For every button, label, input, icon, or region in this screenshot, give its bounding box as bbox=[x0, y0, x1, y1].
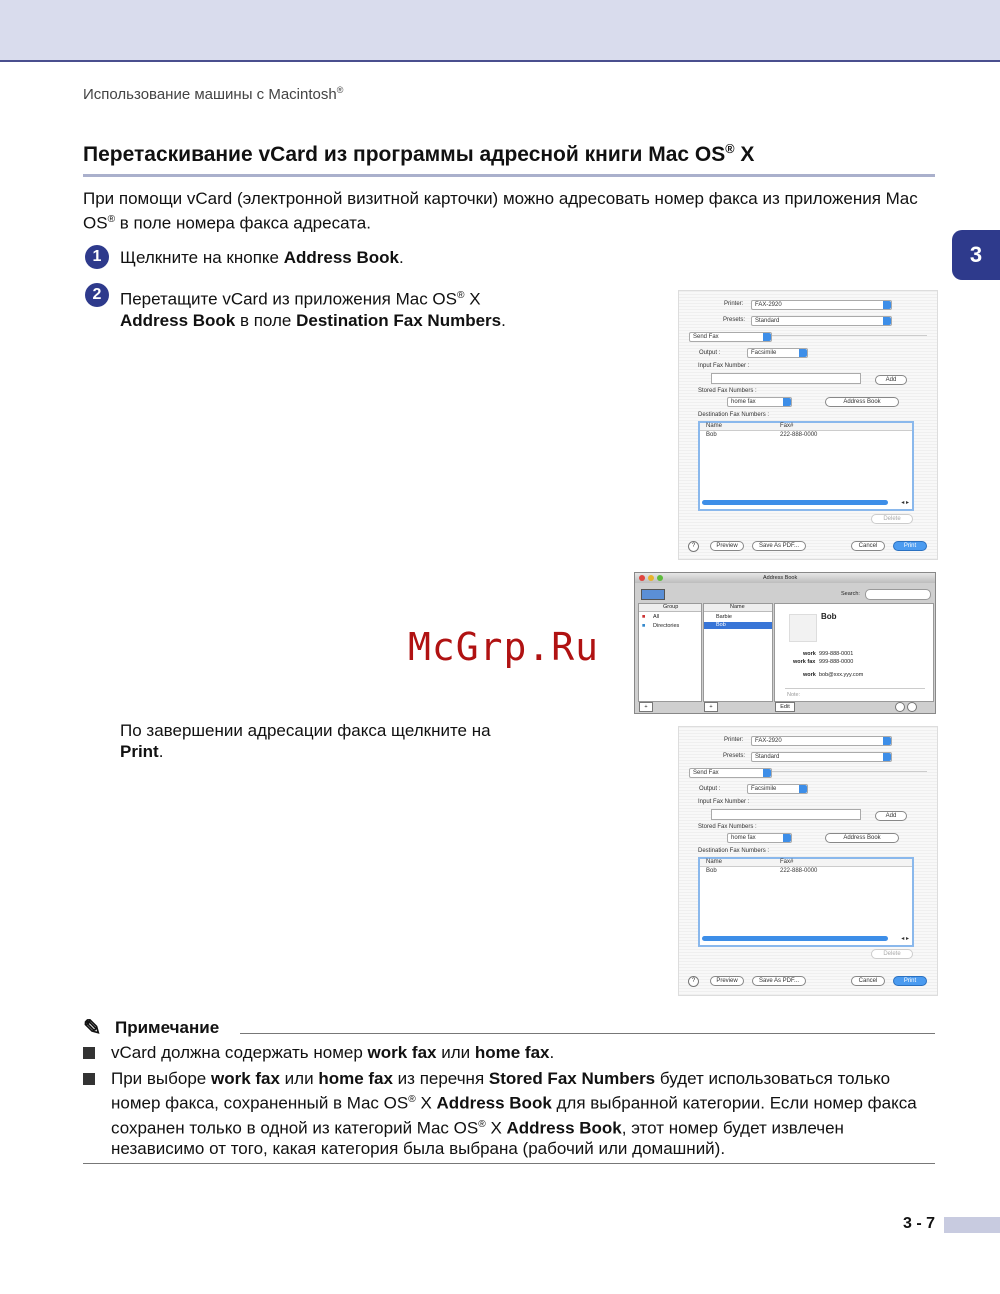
presets-select[interactable]: Standard bbox=[751, 752, 892, 762]
bullet-icon bbox=[83, 1073, 95, 1085]
zoom-icon[interactable] bbox=[657, 575, 663, 581]
ab-title: Address Book bbox=[763, 575, 798, 581]
work-value: 999-888-0001 bbox=[819, 651, 854, 657]
stored-fax-label: Stored Fax Numbers : bbox=[698, 388, 757, 394]
panel-select[interactable]: Send Fax bbox=[689, 332, 772, 342]
group-item[interactable]: All bbox=[653, 614, 660, 620]
chapter-tab[interactable]: 3 bbox=[952, 230, 1000, 280]
preview-button[interactable]: Preview bbox=[710, 541, 744, 551]
print-dialog-1 bbox=[678, 290, 938, 560]
save-pdf-button[interactable]: Save As PDF... bbox=[752, 976, 806, 986]
print-button[interactable]: Print bbox=[893, 976, 927, 986]
print-button[interactable]: Print bbox=[893, 541, 927, 551]
step-1-text: Щелкните на кнопке Address Book. bbox=[120, 248, 404, 267]
name-header: Name bbox=[730, 604, 745, 610]
note-bullet-2: При выборе work fax или home fax из перечня Stored Fax Numbers будет использоваться только номер факса, сохраненный в Mac OS® X Address Book для выбранной категории. Если номер факса сохранен только в одной из категорий Mac OS® X Address Book, этот номер будет извлечен независимо от того, какая категория была выбрана (рабочий или домашний). bbox=[111, 1069, 917, 1159]
col-fax: Fax# bbox=[780, 859, 794, 865]
finish-text: По завершении адресации факса щелкните на Print. bbox=[120, 721, 491, 761]
input-fax-field[interactable] bbox=[711, 373, 861, 384]
prev-card-icon[interactable] bbox=[895, 702, 905, 712]
print-dialog-2 bbox=[678, 726, 938, 996]
list-scrollbar[interactable] bbox=[702, 500, 888, 505]
intro-paragraph: При помощи vCard (электронной визитной карточки) можно адресовать номер факса из приложения Mac OS® в поле номера факса адресата. bbox=[83, 189, 918, 233]
panel-select[interactable]: Send Fax bbox=[689, 768, 772, 778]
delete-button[interactable]: Delete bbox=[871, 514, 913, 524]
search-label: Search: bbox=[841, 591, 860, 597]
row-fax: 222-888-0000 bbox=[780, 432, 818, 438]
bottom-rule bbox=[83, 1163, 935, 1164]
address-book-button[interactable]: Address Book bbox=[825, 833, 899, 843]
note-label: Note: bbox=[787, 692, 801, 698]
dest-fax-label: Destination Fax Numbers : bbox=[698, 412, 770, 418]
delete-button[interactable]: Delete bbox=[871, 949, 913, 959]
minimize-icon[interactable] bbox=[648, 575, 654, 581]
card-pane bbox=[774, 603, 934, 702]
name-pane[interactable] bbox=[703, 603, 773, 702]
stored-fax-select[interactable]: home fax bbox=[727, 833, 792, 843]
name-item[interactable]: Barbie bbox=[716, 614, 732, 620]
output-select[interactable]: Facsimile bbox=[747, 348, 808, 358]
col-name: Name bbox=[706, 423, 723, 429]
printer-select[interactable]: FAX-2920 bbox=[751, 300, 892, 310]
col-fax: Fax# bbox=[780, 423, 794, 429]
work-label: work bbox=[803, 651, 816, 657]
row-name: Bob bbox=[706, 868, 717, 874]
next-card-icon[interactable] bbox=[907, 702, 917, 712]
presets-label: Presets: bbox=[723, 317, 746, 323]
save-pdf-button[interactable]: Save As PDF... bbox=[752, 541, 806, 551]
title-rule bbox=[83, 174, 935, 177]
add-group-button[interactable]: + bbox=[639, 702, 653, 712]
row-fax: 222-888-0000 bbox=[780, 868, 818, 874]
printer-select[interactable]: FAX-2920 bbox=[751, 736, 892, 746]
watermark: McGrp.Ru bbox=[408, 625, 600, 669]
stored-fax-label: Stored Fax Numbers : bbox=[698, 824, 757, 830]
scroll-arrows-icon[interactable]: ◂ ▸ bbox=[901, 936, 909, 942]
step-1-number: 1 bbox=[85, 245, 109, 269]
note-heading: ✎ Примечание bbox=[83, 1015, 220, 1040]
note-rule bbox=[240, 1033, 935, 1034]
edit-button[interactable]: Edit bbox=[775, 702, 795, 712]
preview-button[interactable]: Preview bbox=[710, 976, 744, 986]
step-2-text: Перетащите vCard из приложения Mac OS® X Address Book в поле Destination Fax Numbers. bbox=[120, 289, 506, 330]
output-label: Output : bbox=[699, 786, 721, 792]
avatar bbox=[789, 614, 817, 642]
email-value: bob@xxx.yyy.com bbox=[819, 672, 864, 678]
cancel-button[interactable]: Cancel bbox=[851, 541, 885, 551]
output-label: Output : bbox=[699, 350, 721, 356]
add-button[interactable]: Add bbox=[875, 811, 907, 821]
name-item-selected[interactable]: Bob bbox=[704, 622, 772, 629]
group-pane[interactable] bbox=[638, 603, 702, 702]
directory-icon: ■ bbox=[642, 623, 646, 629]
page-bar bbox=[944, 1217, 1000, 1233]
step-2-number: 2 bbox=[85, 283, 109, 307]
printer-label: Printer: bbox=[724, 301, 744, 307]
address-book-window bbox=[634, 572, 936, 714]
workfax-value: 999-888-0000 bbox=[819, 659, 854, 665]
help-icon[interactable]: ? bbox=[688, 541, 699, 552]
output-select[interactable]: Facsimile bbox=[747, 784, 808, 794]
stored-fax-select[interactable]: home fax bbox=[727, 397, 792, 407]
card-name: Bob bbox=[821, 612, 837, 621]
group-header: Group bbox=[663, 604, 679, 610]
printer-label: Printer: bbox=[724, 737, 744, 743]
view-toggle-icon[interactable] bbox=[641, 589, 665, 600]
row-name: Bob bbox=[706, 432, 717, 438]
add-button[interactable]: Add bbox=[875, 375, 907, 385]
scroll-arrows-icon[interactable]: ◂ ▸ bbox=[901, 500, 909, 506]
top-band bbox=[0, 0, 1000, 62]
address-book-button[interactable]: Address Book bbox=[825, 397, 899, 407]
input-fax-label: Input Fax Number : bbox=[698, 799, 750, 805]
help-icon[interactable]: ? bbox=[688, 976, 699, 987]
page-number: 3 - 7 bbox=[903, 1215, 936, 1232]
search-input[interactable] bbox=[865, 589, 931, 600]
group-icon: ■ bbox=[642, 614, 646, 620]
col-name: Name bbox=[706, 859, 723, 865]
note-pencil-icon: ✎ bbox=[83, 1015, 102, 1040]
list-scrollbar[interactable] bbox=[702, 936, 888, 941]
email-label: work bbox=[803, 672, 816, 678]
close-icon[interactable] bbox=[639, 575, 645, 581]
input-fax-label: Input Fax Number : bbox=[698, 363, 750, 369]
note-bullet-1: vCard должна содержать номер work fax или home fax. bbox=[111, 1043, 555, 1062]
workfax-label: work fax bbox=[793, 659, 816, 665]
section-title: Перетаскивание vCard из программы адресной книги Mac OS® X bbox=[83, 142, 755, 166]
dest-fax-list[interactable] bbox=[698, 857, 914, 947]
group-item[interactable]: Directories bbox=[653, 623, 680, 629]
dest-fax-list[interactable] bbox=[698, 421, 914, 511]
presets-label: Presets: bbox=[723, 753, 746, 759]
running-head: Использование машины с Macintosh® bbox=[83, 85, 344, 103]
presets-select[interactable]: Standard bbox=[751, 316, 892, 326]
cancel-button[interactable]: Cancel bbox=[851, 976, 885, 986]
input-fax-field[interactable] bbox=[711, 809, 861, 820]
bullet-icon bbox=[83, 1047, 95, 1059]
add-card-button[interactable]: + bbox=[704, 702, 718, 712]
dest-fax-label: Destination Fax Numbers : bbox=[698, 848, 770, 854]
